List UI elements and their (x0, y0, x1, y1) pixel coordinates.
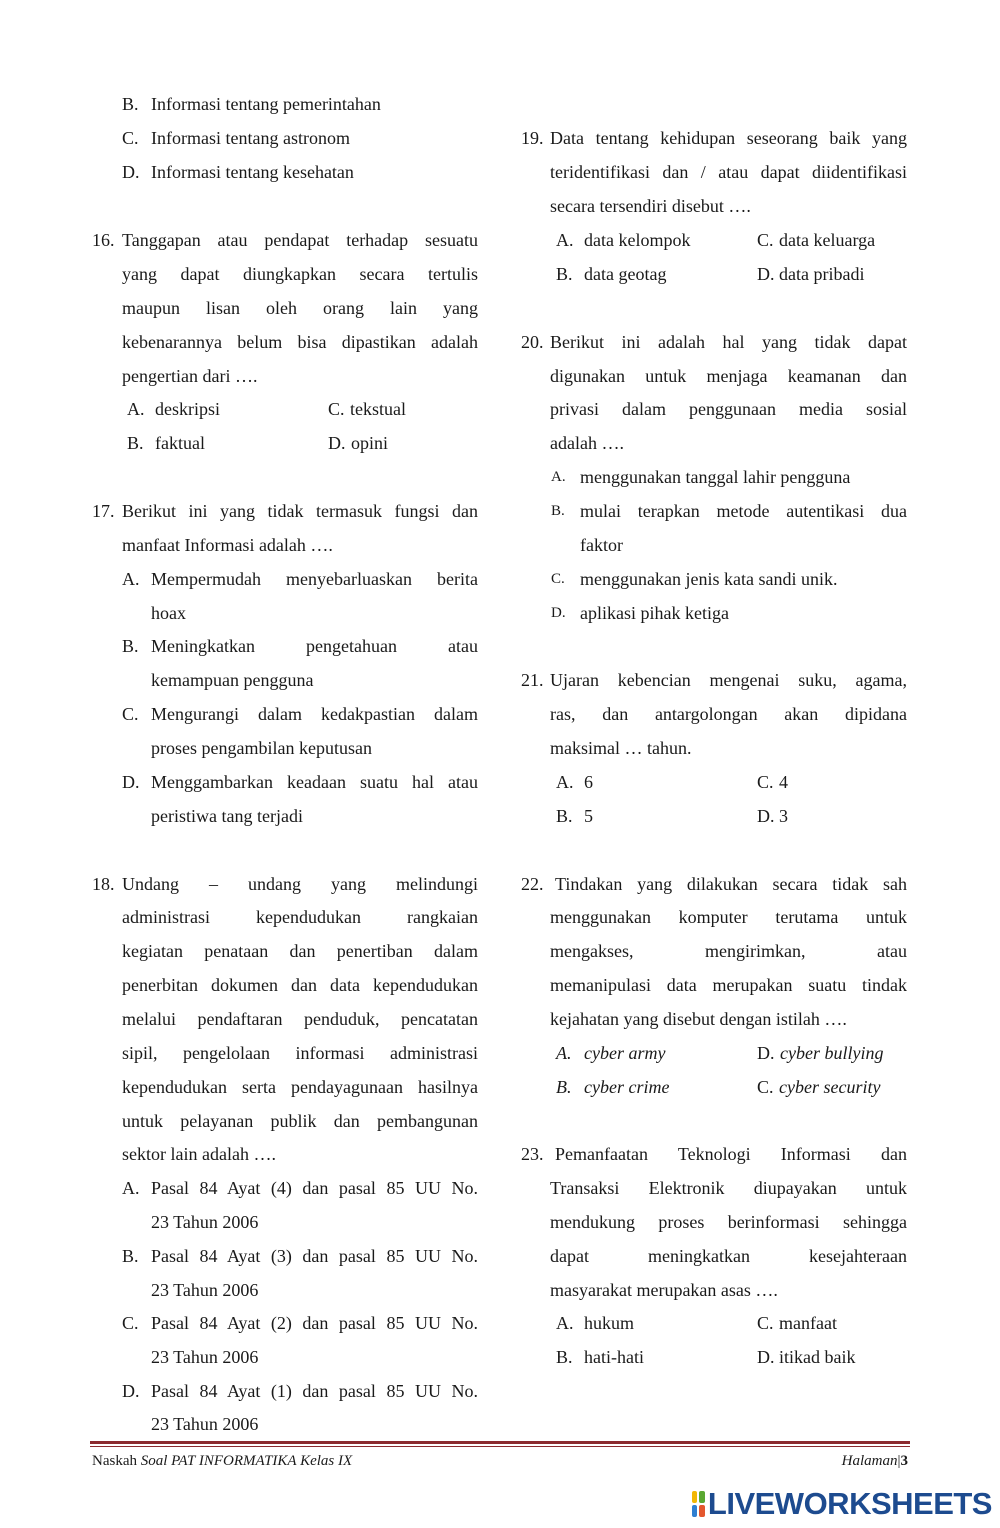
footer-document-title (92, 1452, 352, 1470)
q20-option-c-text: menggunakan jenis kata sandi unik. (580, 569, 838, 589)
q16-number: 16. (92, 230, 115, 250)
q20-line: adalah …. (550, 433, 624, 453)
liveworksheets-brand (692, 1486, 992, 1522)
q21-line: maksimal … tahun. (550, 738, 692, 758)
q15-option-d-text: Informasi tentang kesehatan (151, 162, 354, 182)
q22-line: menggunakan komputer terutama untuk (550, 907, 907, 927)
q22-line: memanipulasi data merupakan suatu tindak (550, 975, 907, 995)
q17-option-d-label: D. (122, 772, 140, 792)
q16-option-b-label: B. (127, 433, 144, 453)
q18-line: sipil, pengelolaan informasi administrasi (122, 1043, 478, 1063)
logo-square (699, 1505, 704, 1517)
q16-line: yang dapat diungkapkan secara tertulis (122, 264, 478, 284)
q18-option-b-text: Pasal 84 Ayat (3) dan pasal 85 UU No. (151, 1246, 478, 1266)
q22-line: mengakses, mengirimkan, atau (550, 941, 907, 961)
q20-line: Berikut ini adalah hal yang tidak dapat (550, 332, 907, 352)
q23-option-a-text: hukum (584, 1313, 635, 1333)
q19-option-d-text: data pribadi (779, 264, 865, 284)
q23-line: Pemanfaatan Teknologi Informasi dan (555, 1144, 907, 1164)
q18-number: 18. (92, 874, 115, 894)
q22-option-d-text: cyber bullying (780, 1043, 884, 1063)
q16-line: maupun lisan oleh orang lain yang (122, 298, 478, 318)
q17-option-d-text: peristiwa tang terjadi (151, 806, 303, 826)
q20-line: digunakan untuk menjaga keamanan dan (550, 366, 907, 386)
footer-divider (90, 1441, 910, 1444)
q16-option-a-text: deskripsi (155, 399, 220, 419)
q16-option-a-label: A. (127, 399, 145, 419)
footer-page-label: Halaman (841, 1453, 898, 1469)
q16-option-d-label: D. (328, 433, 346, 453)
footer-title-plain: Naskah (92, 1453, 141, 1469)
q21-option-a-label: A. (556, 772, 574, 792)
q18-line: kependudukan serta pendayagunaan hasilnya (122, 1077, 478, 1097)
q21-line: Ujaran kebencian mengenai suku, agama, (550, 670, 907, 690)
q22-option-b-text: cyber crime (584, 1077, 670, 1097)
q23-line: dapat meningkatkan kesejahteraan (550, 1246, 907, 1266)
q18-option-b-label: B. (122, 1246, 139, 1266)
q19-number: 19. (521, 128, 544, 148)
q17-option-d-text: Menggambarkan keadaan suatu hal atau (151, 772, 478, 792)
q19-option-c-label: C. (757, 230, 774, 250)
q20-number: 20. (521, 332, 544, 352)
q21-option-d-label: D. (757, 806, 775, 826)
q23-line: mendukung proses berinformasi sehingga (550, 1212, 907, 1232)
q23-option-c-text: manfaat (779, 1313, 837, 1333)
q20-option-c-label: C. (551, 571, 565, 587)
q17-option-c-text: proses pengambilan keputusan (151, 738, 372, 758)
q17-option-a-text: Mempermudah menyebarluaskan berita (151, 569, 478, 589)
q19-option-a-text: data kelompok (584, 230, 691, 250)
footer-page-indicator (842, 1452, 908, 1470)
q20-option-b-text: mulai terapkan metode autentikasi dua (580, 501, 907, 521)
q19-option-c-text: data keluarga (779, 230, 876, 250)
q17-number: 17. (92, 501, 115, 521)
q18-line: Undang – undang yang melindungi (122, 874, 478, 894)
q23-option-a-label: A. (556, 1313, 574, 1333)
logo-square (692, 1491, 697, 1503)
q22-line: kejahatan yang disebut dengan istilah …. (550, 1009, 847, 1029)
q23-option-c-label: C. (757, 1313, 774, 1333)
q22-option-c-label: C. (757, 1077, 774, 1097)
q18-line: melalui pendaftaran penduduk, pencatatan (122, 1009, 478, 1029)
q20-option-b-text: faktor (580, 535, 623, 555)
q16-option-c-text: tekstual (350, 399, 406, 419)
q22-option-a-text: cyber army (584, 1043, 666, 1063)
q18-option-d-text: 23 Tahun 2006 (151, 1414, 259, 1434)
q20-line: privasi dalam penggunaan media sosial (550, 399, 907, 419)
q23-line: Transaksi Elektronik diupayakan untuk (550, 1178, 907, 1198)
q21-option-c-label: C. (757, 772, 774, 792)
q18-line: kegiatan penataan dan penertiban dalam (122, 941, 478, 961)
q18-option-c-text: 23 Tahun 2006 (151, 1347, 259, 1367)
q18-option-a-text: 23 Tahun 2006 (151, 1212, 259, 1232)
footer-title-italic: Soal PAT INFORMATIKA Kelas IX (140, 1453, 353, 1469)
q19-option-d-label: D. (757, 264, 775, 284)
q23-number: 23. (521, 1144, 544, 1164)
q21-option-a-text: 6 (584, 772, 593, 792)
q17-option-c-text: Mengurangi dalam kedakpastian dalam (151, 704, 478, 724)
q16-option-d-text: opini (351, 433, 389, 453)
q16-line: pengertian dari …. (122, 366, 258, 386)
q18-line: sektor lain adalah …. (122, 1144, 276, 1164)
q19-line: secara tersendiri disebut …. (550, 196, 751, 216)
q15-option-d-label: D. (122, 162, 140, 182)
q17-option-a-label: A. (122, 569, 140, 589)
q21-option-b-text: 5 (584, 806, 593, 826)
q23-option-d-text: itikad baik (779, 1347, 856, 1367)
q15-option-c-text: Informasi tentang astronom (151, 128, 350, 148)
q18-option-d-text: Pasal 84 Ayat (1) dan pasal 85 UU No. (151, 1381, 478, 1401)
q15-option-b-text: Informasi tentang pemerintahan (151, 94, 381, 114)
footer-page-number: 3 (900, 1453, 908, 1469)
q20-option-b-label: B. (551, 503, 565, 519)
q16-option-c-label: C. (328, 399, 345, 419)
q19-option-b-text: data geotag (584, 264, 667, 284)
q20-option-a-label: A. (551, 469, 566, 485)
q23-option-b-text: hati-hati (584, 1347, 644, 1367)
footer-page-separator: | (897, 1453, 901, 1469)
q17-line: Berikut ini yang tidak termasuk fungsi dan (122, 501, 478, 521)
q17-option-b-label: B. (122, 636, 139, 656)
q21-option-d-text: 3 (779, 806, 788, 826)
q19-line: teridentifikasi dan / atau dapat diidentifikasi (550, 162, 907, 182)
logo-square (699, 1491, 704, 1503)
q17-option-a-text: hoax (151, 603, 186, 623)
q18-line: penerbitan dokumen dan data kependudukan (122, 975, 478, 995)
q17-option-b-text: Meningkatkan pengetahuan atau (151, 636, 478, 656)
q20-option-d-label: D. (551, 605, 566, 621)
q22-option-d-label: D. (757, 1043, 775, 1063)
q18-option-a-text: Pasal 84 Ayat (4) dan pasal 85 UU No. (151, 1178, 478, 1198)
q22-option-b-label: B. (556, 1077, 572, 1097)
q23-line: masyarakat merupakan asas …. (550, 1280, 778, 1300)
q20-option-d-text: aplikasi pihak ketiga (580, 603, 729, 623)
liveworksheets-logo-icon (692, 1491, 705, 1517)
liveworksheets-wordmark: LIVEWORKSHEETS (707, 1486, 992, 1521)
q18-option-d-label: D. (122, 1381, 140, 1401)
q18-option-a-label: A. (122, 1178, 140, 1198)
q18-option-b-text: 23 Tahun 2006 (151, 1280, 259, 1300)
q17-line: manfaat Informasi adalah …. (122, 535, 333, 555)
q21-option-c-text: 4 (779, 772, 788, 792)
q18-line: untuk pelayanan publik dan pembangunan (122, 1111, 478, 1131)
q15-option-c-label: C. (122, 128, 139, 148)
q18-line: administrasi kependudukan rangkaian (122, 907, 478, 927)
q21-line: ras, dan antargolongan akan dipidana (550, 704, 907, 724)
q16-option-b-text: faktual (155, 433, 205, 453)
q16-line: Tanggapan atau pendapat terhadap sesuatu (122, 230, 478, 250)
q21-number: 21. (521, 670, 544, 690)
q17-option-c-label: C. (122, 704, 139, 724)
footer-divider-thin (90, 1446, 910, 1447)
q22-option-c-text: cyber security (779, 1077, 881, 1097)
q21-option-b-label: B. (556, 806, 573, 826)
q18-option-c-label: C. (122, 1313, 139, 1333)
q19-option-a-label: A. (556, 230, 574, 250)
q20-option-a-text: menggunakan tanggal lahir pengguna (580, 467, 851, 487)
q23-option-b-label: B. (556, 1347, 573, 1367)
q15-option-b-label: B. (122, 94, 139, 114)
q22-line: Tindakan yang dilakukan secara tidak sah (555, 874, 907, 894)
logo-square (692, 1505, 697, 1517)
q19-line: Data tentang kehidupan seseorang baik yang (550, 128, 907, 148)
q22-option-a-label: A. (556, 1043, 572, 1063)
q19-option-b-label: B. (556, 264, 573, 284)
q16-line: kebenarannya belum bisa dipastikan adalah (122, 332, 478, 352)
q22-number: 22. (521, 874, 544, 894)
q23-option-d-label: D. (757, 1347, 775, 1367)
q18-option-c-text: Pasal 84 Ayat (2) dan pasal 85 UU No. (151, 1313, 478, 1333)
q17-option-b-text: kemampuan pengguna (151, 670, 314, 690)
